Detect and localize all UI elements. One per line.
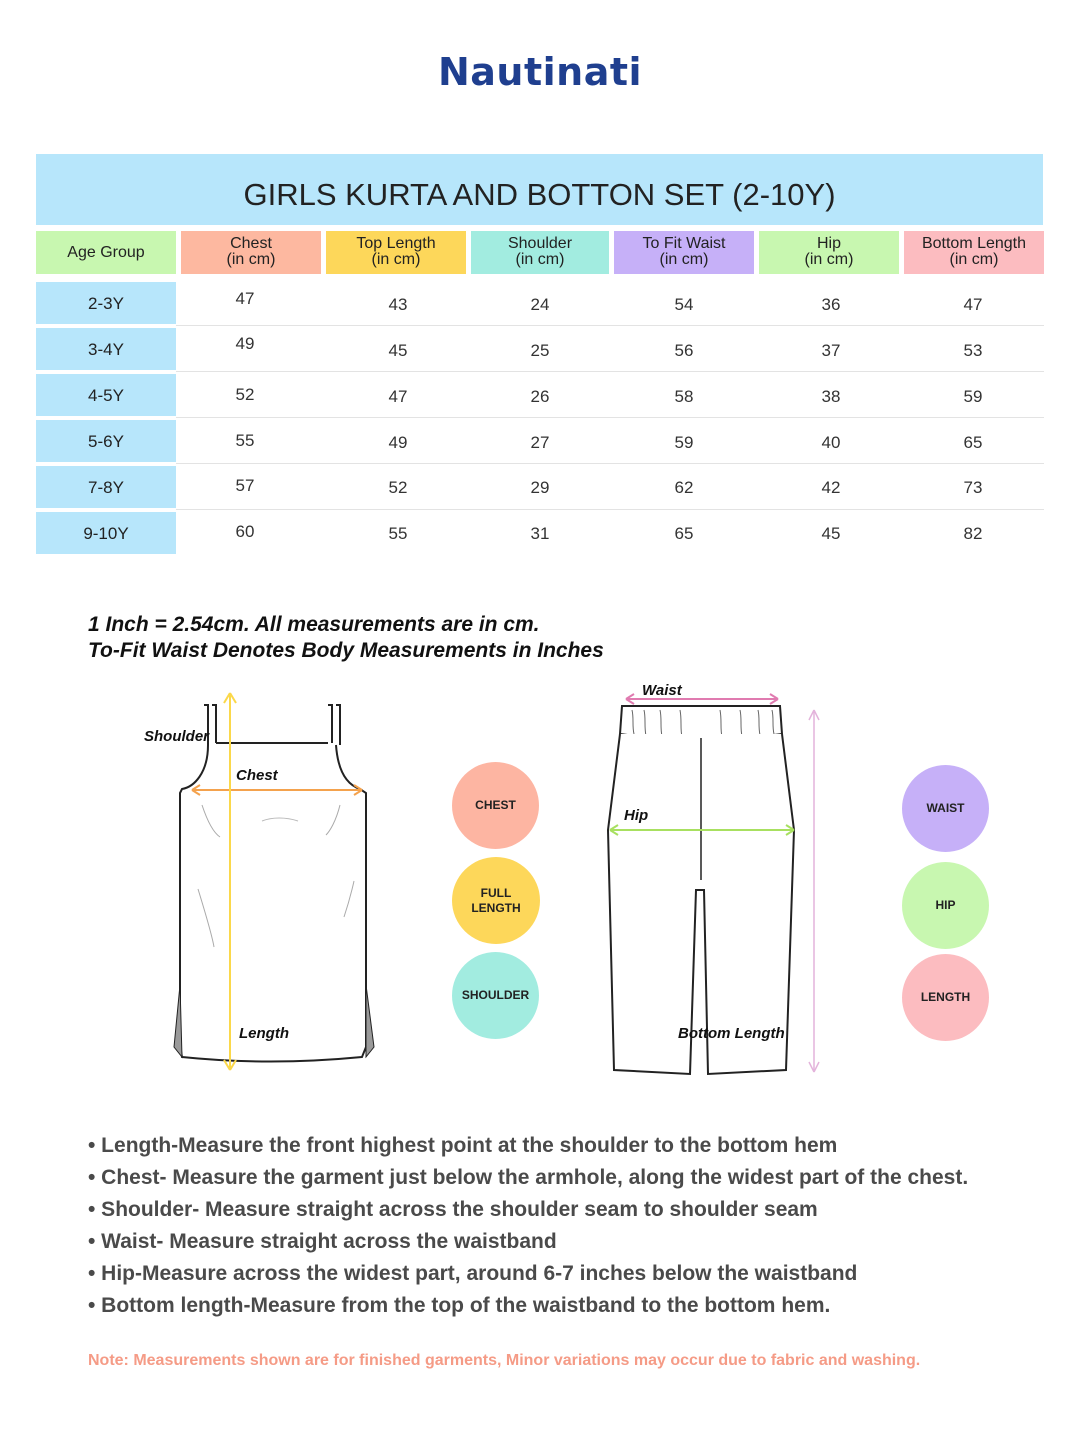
table-row-age: 9-10Y bbox=[36, 512, 176, 554]
bottom-label-waist: Waist bbox=[642, 682, 682, 699]
table-cell: 26 bbox=[530, 387, 550, 406]
footnote: Note: Measurements shown are for finished garments, Minor variations may occur due to fabric and washing. bbox=[88, 1352, 921, 1369]
table-cell: 38 bbox=[821, 387, 841, 406]
table-cell: 49 bbox=[235, 334, 255, 353]
kurta-body bbox=[180, 745, 366, 1062]
measurement-instructions bbox=[88, 1130, 968, 1322]
page-title: GIRLS KURTA AND BOTTON SET (2-10Y) bbox=[36, 154, 1043, 225]
header-to-fit-waist: To Fit Waist (in cm) bbox=[614, 231, 754, 274]
table-cell: 47 bbox=[235, 289, 255, 308]
table-cell: 40 bbox=[821, 433, 841, 452]
legend-full-length: FULL LENGTH bbox=[452, 857, 540, 944]
table-cell: 45 bbox=[821, 524, 841, 543]
table-cell: 24 bbox=[530, 295, 550, 314]
table-cell: 47 bbox=[963, 295, 983, 314]
table-row-age: 4-5Y bbox=[36, 374, 176, 416]
header-shoulder: Shoulder (in cm) bbox=[471, 231, 609, 274]
table-cell: 37 bbox=[821, 341, 841, 360]
brand-name: Nautinati bbox=[437, 50, 643, 94]
legend-waist: WAIST bbox=[902, 765, 989, 852]
header-age-group: Age Group bbox=[36, 231, 176, 274]
brand-logo bbox=[0, 50, 1080, 94]
legend-length: LENGTH bbox=[902, 954, 989, 1041]
instruction-item: • Hip-Measure across the widest part, around 6-7 inches below the waistband bbox=[88, 1262, 858, 1285]
row-divider bbox=[176, 371, 1044, 372]
bottom-label-hip: Hip bbox=[624, 807, 649, 824]
instruction-item: • Bottom length-Measure from the top of the waistband to the bottom hem. bbox=[88, 1294, 831, 1317]
legend-chest: CHEST bbox=[452, 762, 539, 849]
instruction-item: • Shoulder- Measure straight across the shoulder seam to shoulder seam bbox=[88, 1198, 818, 1221]
legend-shoulder: SHOULDER bbox=[452, 952, 539, 1039]
header-top-length: Top Length (in cm) bbox=[326, 231, 466, 274]
table-cell: 60 bbox=[235, 522, 255, 541]
instruction-item: • Chest- Measure the garment just below the armhole, along the widest part of the chest. bbox=[88, 1166, 969, 1189]
table-cell: 43 bbox=[388, 295, 408, 314]
table-cell: 42 bbox=[821, 478, 841, 497]
table-row-age: 7-8Y bbox=[36, 466, 176, 508]
table-cell: 55 bbox=[388, 524, 408, 543]
table-cell: 49 bbox=[388, 433, 408, 452]
table-cell: 55 bbox=[235, 431, 255, 450]
table-row-age: 3-4Y bbox=[36, 328, 176, 370]
table-cell: 47 bbox=[388, 387, 408, 406]
table-cell: 73 bbox=[963, 478, 983, 497]
table-cell: 36 bbox=[821, 295, 841, 314]
kurta-label-chest: Chest bbox=[236, 767, 278, 784]
table-row-age: 5-6Y bbox=[36, 420, 176, 462]
table-cell: 25 bbox=[530, 341, 550, 360]
row-divider bbox=[176, 417, 1044, 418]
header-bottom-length: Bottom Length (in cm) bbox=[904, 231, 1044, 274]
table-cell: 52 bbox=[388, 478, 408, 497]
kurta-label-shoulder: Shoulder bbox=[144, 728, 210, 745]
table-cell: 65 bbox=[963, 433, 983, 452]
row-divider bbox=[176, 325, 1044, 326]
row-divider bbox=[176, 509, 1044, 510]
note-line-1: 1 Inch = 2.54cm. All measurements are in cm. bbox=[88, 613, 540, 636]
header-chest: Chest (in cm) bbox=[181, 231, 321, 274]
table-cell: 57 bbox=[235, 476, 255, 495]
table-row-age: 2-3Y bbox=[36, 282, 176, 324]
table-cell: 62 bbox=[674, 478, 694, 497]
instruction-item: • Length-Measure the front highest point at the shoulder to the bottom hem bbox=[88, 1134, 838, 1157]
table-cell: 45 bbox=[388, 341, 408, 360]
table-cell: 53 bbox=[963, 341, 983, 360]
instruction-item: • Waist- Measure straight across the waistband bbox=[88, 1230, 557, 1253]
table-cell: 54 bbox=[674, 295, 694, 314]
measurement-notes bbox=[88, 612, 604, 664]
row-divider bbox=[176, 463, 1044, 464]
table-cell: 58 bbox=[674, 387, 694, 406]
table-cell: 65 bbox=[674, 524, 694, 543]
table-cell: 27 bbox=[530, 433, 550, 452]
right-strap bbox=[328, 705, 340, 745]
table-cell: 59 bbox=[674, 433, 694, 452]
table-cell: 52 bbox=[235, 385, 255, 404]
table-cell: 82 bbox=[963, 524, 983, 543]
table-cell: 31 bbox=[530, 524, 550, 543]
header-hip: Hip (in cm) bbox=[759, 231, 899, 274]
table-cell: 59 bbox=[963, 387, 983, 406]
kurta-label-length: Length bbox=[239, 1025, 289, 1042]
table-cell: 29 bbox=[530, 478, 550, 497]
table-cell: 56 bbox=[674, 341, 694, 360]
legend-hip: HIP bbox=[902, 862, 989, 949]
bottom-label-length: Bottom Length bbox=[678, 1025, 785, 1042]
note-line-2: To-Fit Waist Denotes Body Measurements in Inches bbox=[88, 639, 604, 662]
